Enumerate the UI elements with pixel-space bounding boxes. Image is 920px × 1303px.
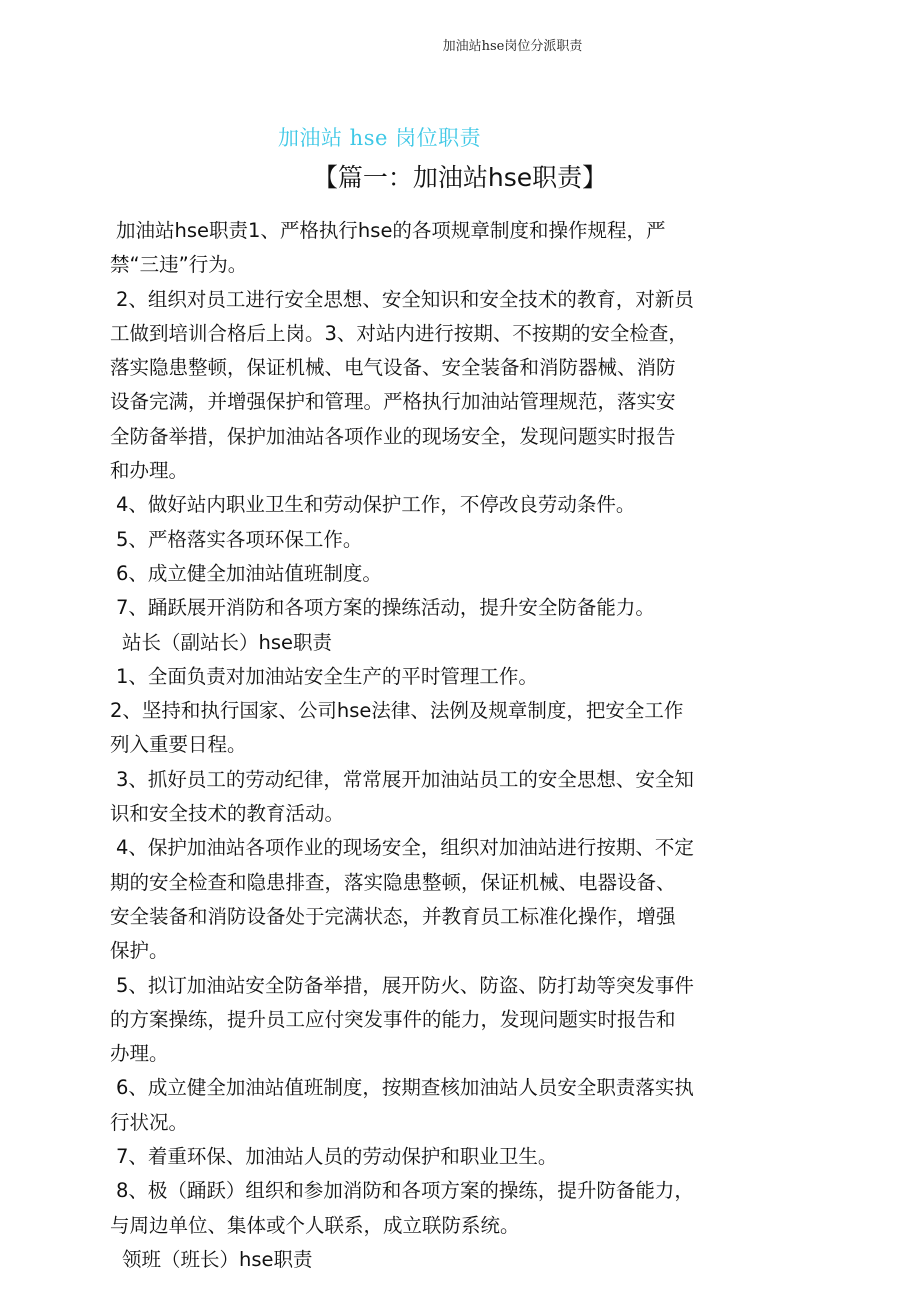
paragraph-line: 5、拟订加油站安全防备举措，展开防火、防盗、防打劫等突发事件 <box>116 973 694 997</box>
paragraph-line: 2、坚持和执行国家、公司hse法律、法例及规章制度，把安全工作 <box>110 699 684 723</box>
running-header: 加油站hse岗位分派职责 <box>442 39 583 54</box>
paragraph-line: 与周边单位、集体或个人联系，成立联防系统。 <box>110 1213 520 1237</box>
paragraph-line: 列入重要日程。 <box>110 733 247 757</box>
paragraph-line: 行状况。 <box>110 1110 189 1134</box>
paragraph-line: 期的安全检查和隐患排查，落实隐患整顿，保证机械、电器设备、 <box>110 870 676 894</box>
paragraph-line: 8、极（踊跃）组织和参加消防和各项方案的操练，提升防备能力， <box>116 1179 694 1203</box>
section-title: 【篇一：加油站hse职责】 <box>312 163 608 192</box>
paragraph-line: 4、保护加油站各项作业的现场安全，组织对加油站进行按期、不定 <box>116 836 694 860</box>
paragraph-line: 识和安全技术的教育活动。 <box>110 802 345 826</box>
document-title: 加油站 hse 岗位职责 <box>278 126 482 150</box>
paragraph-line: 的方案操练，提升员工应付突发事件的能力，发现问题实时报告和 <box>110 1007 676 1031</box>
paragraph-line: 和办理。 <box>110 459 189 483</box>
subsection-heading: 领班（班长）hse职责 <box>122 1247 313 1271</box>
paragraph-line: 禁“三违”行为。 <box>110 253 248 277</box>
paragraph-line: 工做到培训合格后上岗。3、对站内进行按期、不按期的安全检查， <box>110 321 688 345</box>
paragraph-line: 办理。 <box>110 1042 169 1066</box>
paragraph-line: 加油站hse职责1、严格执行hse的各项规章制度和操作规程，严 <box>116 219 666 242</box>
paragraph-line: 3、抓好员工的劳动纪律，常常展开加油站员工的安全思想、安全知 <box>116 767 694 791</box>
paragraph-line: 1、全面负责对加油站安全生产的平时管理工作。 <box>116 664 538 688</box>
paragraph-line: 设备完满，并增强保护和管理。严格执行加油站管理规范，落实安 <box>110 390 676 414</box>
paragraph-line: 落实隐患整顿，保证机械、电气设备、安全装备和消防器械、消防 <box>110 356 676 380</box>
paragraph-line: 全防备举措，保护加油站各项作业的现场安全，发现问题实时报告 <box>110 424 676 448</box>
paragraph-line: 7、踊跃展开消防和各项方案的操练活动，提升安全防备能力。 <box>116 596 655 620</box>
paragraph-line: 6、成立健全加油站值班制度，按期查核加油站人员安全职责落实执 <box>116 1076 694 1100</box>
paragraph-line: 安全装备和消防设备处于完满状态，并教育员工标准化操作，增强 <box>110 904 676 928</box>
subsection-heading: 站长（副站长）hse职责 <box>122 630 333 654</box>
paragraph-line: 保护。 <box>110 939 169 963</box>
paragraph-line: 5、严格落实各项环保工作。 <box>116 527 363 551</box>
paragraph-line: 6、成立健全加油站值班制度。 <box>116 561 382 585</box>
paragraph-line: 4、做好站内职业卫生和劳动保护工作，不停改良劳动条件。 <box>116 493 636 517</box>
document-body <box>110 214 750 1277</box>
paragraph-line: 7、着重环保、加油站人员的劳动保护和职业卫生。 <box>116 1145 558 1169</box>
paragraph-line: 2、组织对员工进行安全思想、安全知识和安全技术的教育，对新员 <box>116 287 694 311</box>
